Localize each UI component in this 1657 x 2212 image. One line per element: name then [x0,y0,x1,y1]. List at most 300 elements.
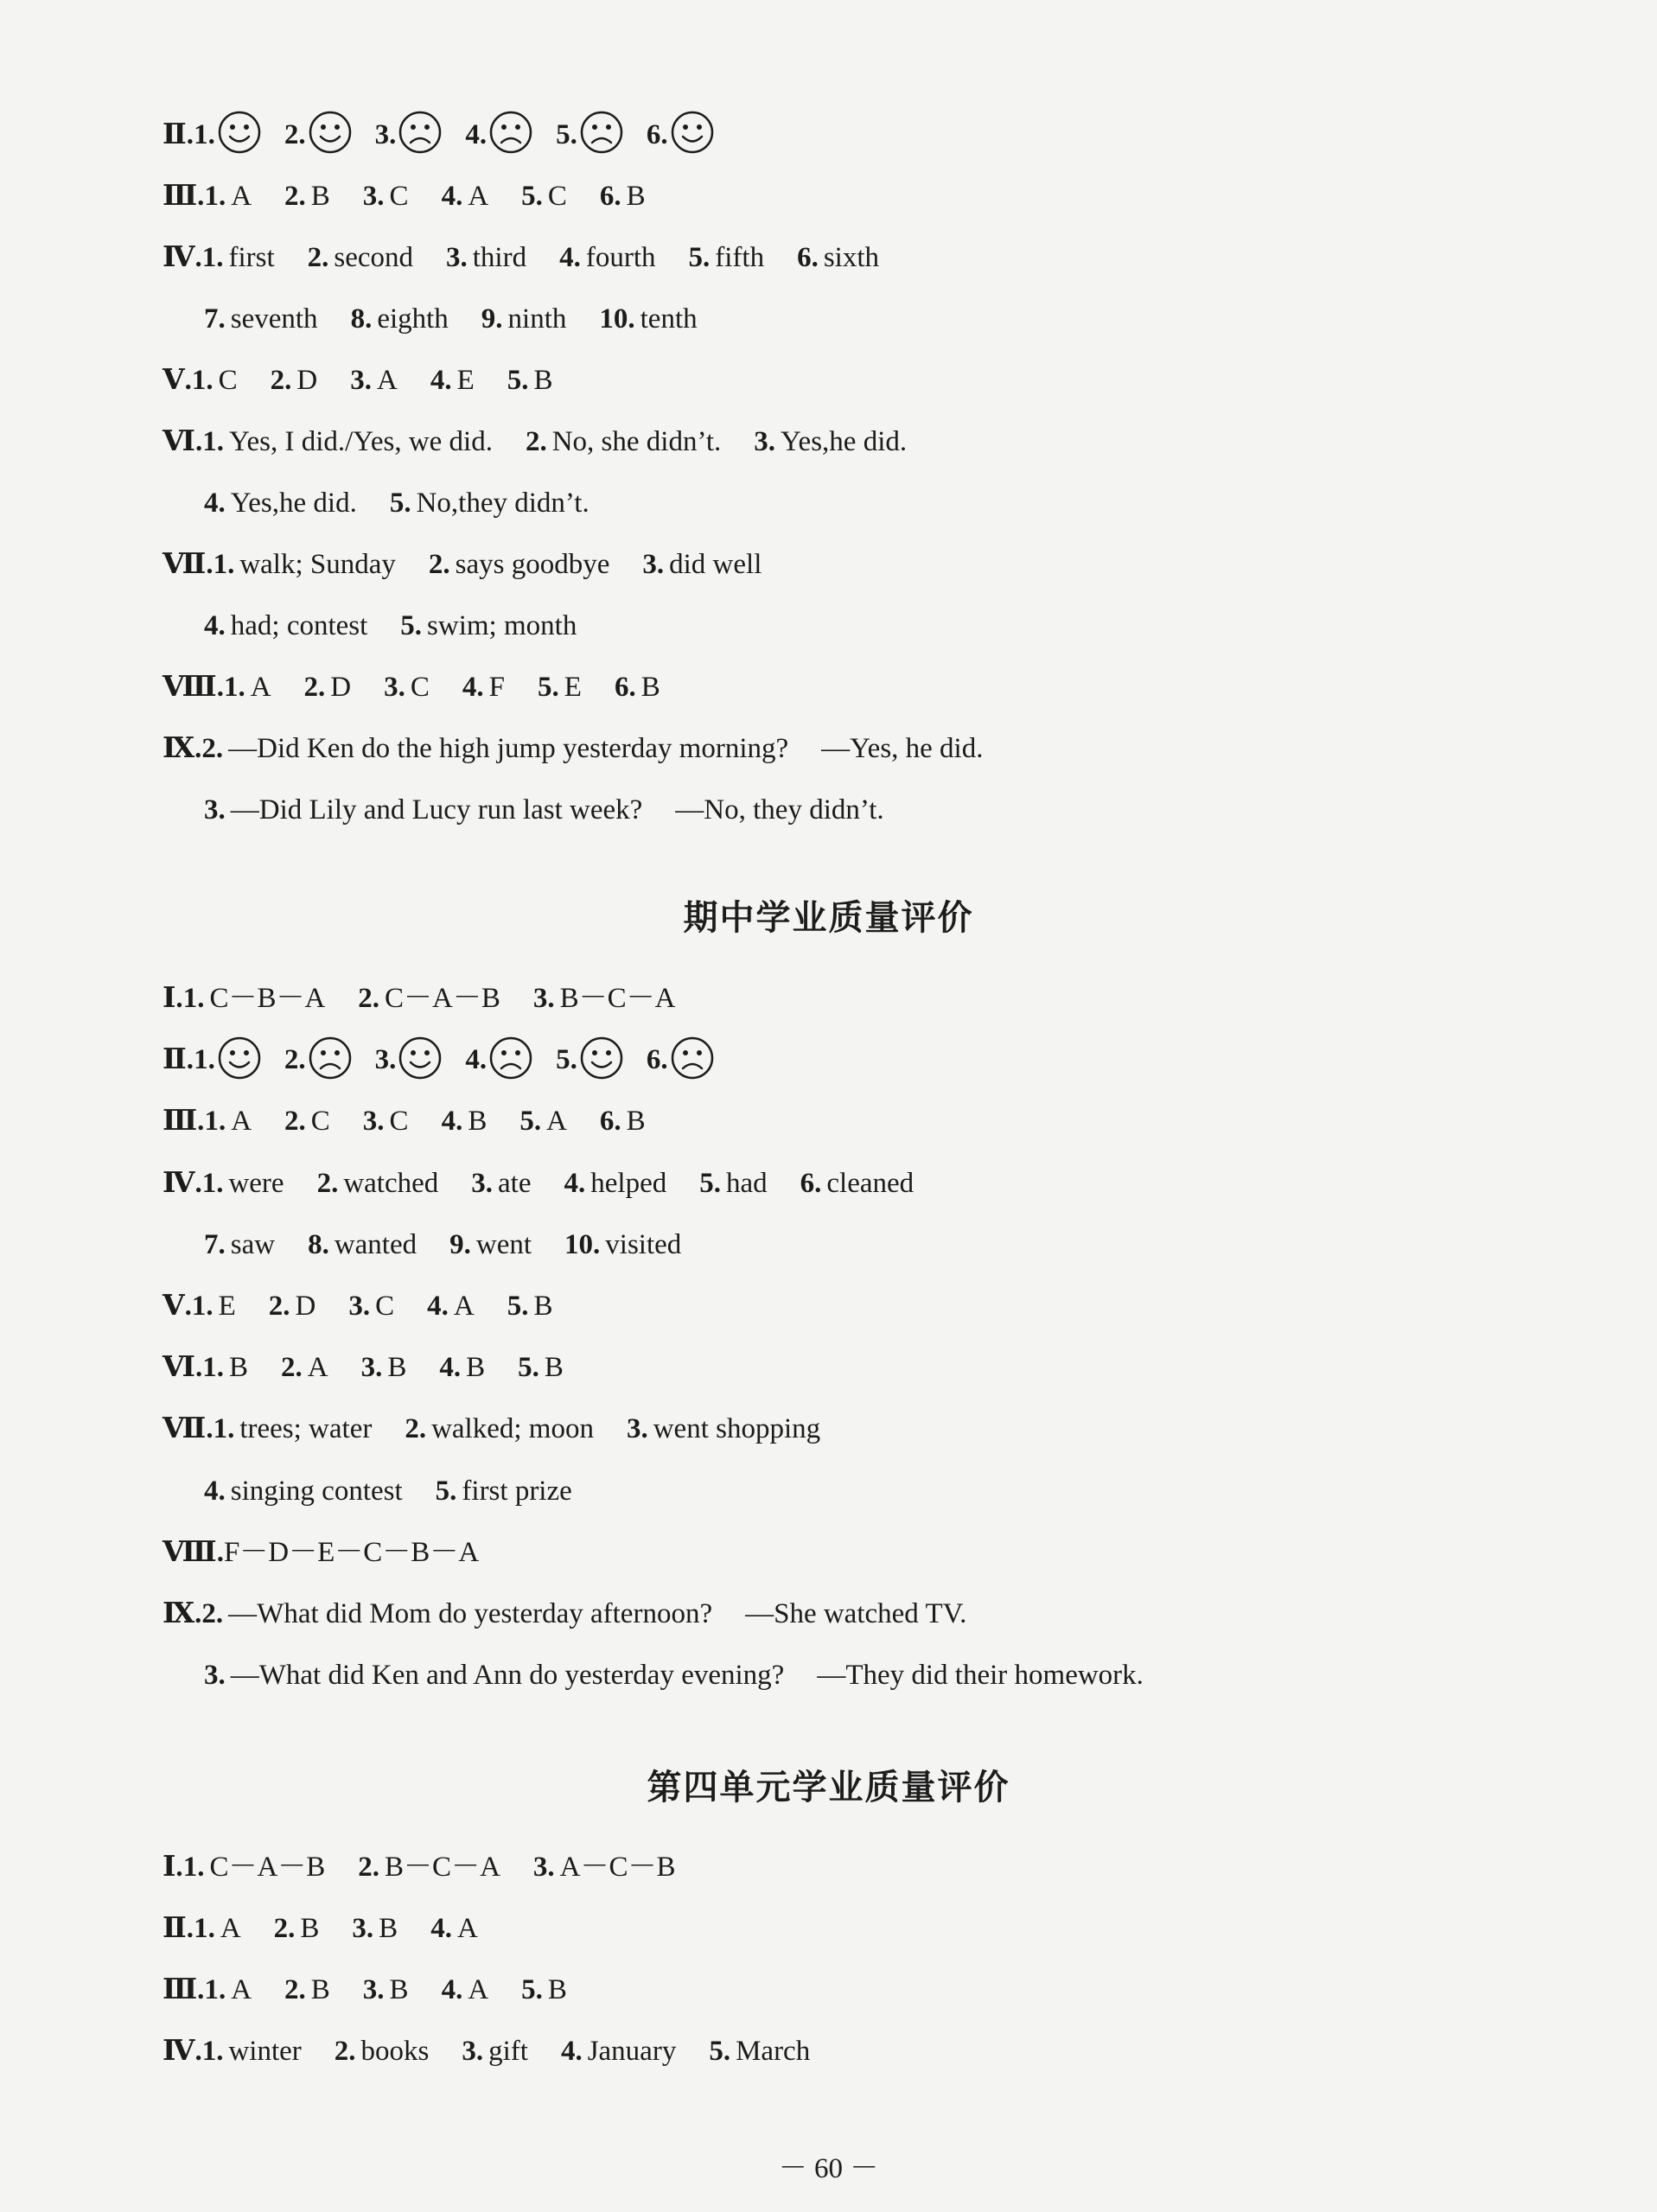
item-number: 8. [308,1228,329,1260]
answer-item [204,486,357,520]
answer-text: B [468,1106,488,1138]
answer-row [204,486,590,520]
item-number: 6. [599,181,621,212]
question-label: Ⅲ. [163,181,205,212]
answer-item [699,1166,767,1201]
item-number: 6. [614,672,636,703]
answer-row [163,2034,810,2069]
answer-item [390,486,590,520]
answer-item [427,1289,475,1323]
answer-text: helped [590,1167,667,1199]
question-label: Ⅰ. [163,983,183,1014]
item-number: 1. [204,1974,226,2005]
item-number: 3. [204,1660,226,1692]
answer-item [348,1289,394,1323]
answer-text: B [228,1352,248,1384]
answer-text: saw [230,1228,276,1260]
answer-text: B [387,1352,407,1384]
answer-item [317,1166,439,1201]
answer-text: B [310,181,330,212]
answer-text: B [466,1352,486,1384]
item-number: 8. [350,303,373,335]
answer-item [442,1973,489,2007]
answer-row [163,981,676,1016]
answer-text: walk; Sunday [239,549,396,580]
answer-text: E [564,672,582,703]
answer-item [754,424,907,459]
answer-item [271,363,318,398]
answer-item [363,1973,409,2007]
answer-text: D [295,1291,316,1322]
item-number: 4. [465,1044,488,1076]
item-number: 6. [797,242,819,273]
answer-item [436,1474,572,1508]
answer-text: January [587,2036,677,2067]
answer-text: B [626,1106,646,1138]
item-number: 3. [360,1352,383,1384]
item-number: 4. [462,672,484,703]
answer-text: ate [498,1167,532,1199]
question-label: Ⅷ. [163,672,224,703]
answer-row [163,424,907,459]
question-label: Ⅴ. [163,365,192,396]
answer-item [204,1474,403,1508]
answer-item [526,424,721,459]
answer-text: C [389,181,409,212]
answer-item [204,1227,275,1262]
item-number: 6. [800,1167,822,1199]
item-number: 1. [201,242,224,273]
item-number: 2. [307,242,329,273]
answer-row [163,1973,567,2007]
answer-item [429,547,609,582]
item-number: 1. [194,119,215,150]
item-number: 4. [560,2036,583,2067]
answer-text: E [456,365,475,396]
question-label: Ⅸ. [163,1598,202,1629]
item-number: 4. [465,119,488,150]
answer-text: A [231,181,252,212]
answer-item [689,240,765,275]
answer-text: —Did Ken do the high jump yesterday morning? [228,733,789,764]
item-number: 4. [441,1974,463,2005]
answer-text: seventh [230,303,318,335]
answer-item [213,547,396,582]
item-number: 3. [204,794,226,826]
answer-item [269,1289,316,1323]
answer-text: ninth [507,303,567,335]
item-number: 3. [384,672,405,703]
question-label: Ⅶ. [163,549,213,580]
answer-text: —What did Mom do yesterday afternoon? [228,1598,713,1629]
item-number: 1. [182,983,205,1014]
answer-item [204,793,642,827]
answer-text: —No, they didn’t. [675,794,884,826]
answer-item [430,1911,478,1946]
answer-text: B [533,365,553,396]
item-number: 3. [626,1413,648,1445]
answer-item [615,670,660,704]
item-number: 5. [507,1291,529,1322]
answer-item [446,240,526,275]
answer-text: first [228,242,275,273]
item-number: 2. [284,1974,306,2005]
item-number: 2. [201,1598,224,1629]
answer-text: first prize [462,1475,572,1507]
item-number: 2. [358,1852,380,1883]
answer-text: No,they didn’t. [416,488,590,519]
answer-item [213,1412,373,1446]
answer-item [352,1911,398,1946]
answer-row [163,240,879,275]
answer-text: had [725,1167,768,1199]
item-number: 5. [518,1352,539,1384]
item-number: 3. [642,549,665,580]
answer-text: had; contest [230,610,368,641]
answer-item [304,670,352,704]
answer-item [627,1412,820,1446]
sad-face-icon [488,110,533,155]
answer-item [335,2034,430,2069]
page-number: － 60 － [778,2153,879,2184]
item-number: 2. [284,119,306,150]
item-number: 2. [428,549,450,580]
face-answer [647,118,715,155]
answer-text: A [456,1913,478,1944]
item-number: 4. [204,1475,226,1507]
happy-face-icon [398,1036,443,1081]
answer-text: eighth [377,303,449,335]
answer-row [163,1166,914,1201]
item-number: 3. [471,1167,494,1199]
item-number: 2. [273,1913,296,1944]
question-label: Ⅱ. [163,1044,194,1076]
answer-row [163,1850,676,1884]
happy-face-icon [579,1036,624,1081]
answer-text: —What did Ken and Ann do yesterday evening? [230,1660,785,1692]
item-number: 10. [599,303,635,335]
answer-item [308,240,413,275]
answer-item [481,302,567,336]
question-label: Ⅷ. [163,1536,224,1568]
item-number: 3. [462,2036,484,2067]
answer-text: A－C－B [559,1852,676,1883]
answer-text: cleaned [826,1167,915,1199]
face-answer [465,1042,533,1080]
answer-item [350,363,398,398]
answer-text: second [334,242,414,273]
item-number: 2. [405,1413,427,1445]
answer-text: B [379,1913,398,1944]
item-number: 5. [521,181,543,212]
answer-text: visited [605,1228,682,1260]
answer-item [521,1973,567,2007]
section-title-unit-four: 第四单元学业质量评价 [647,1768,1010,1807]
answer-text: trees; water [239,1413,373,1445]
question-label: Ⅳ. [163,2036,202,2067]
answer-text: —They did their homework. [817,1660,1144,1692]
answer-text: B－C－A [559,983,676,1014]
answer-item [462,670,505,704]
answer-item [600,179,646,214]
face-answer [375,1042,443,1080]
item-number: 3. [348,1291,371,1322]
answer-text: March [736,2036,811,2067]
answer-row [163,1535,479,1570]
item-number: 4. [564,1167,586,1199]
answer-item [358,981,500,1016]
answer-item [507,1289,553,1323]
answer-item [363,1104,409,1138]
answer-text: D [296,365,318,396]
answer-item [281,1350,328,1385]
item-number: 9. [449,1228,471,1260]
item-number: 5. [556,1044,577,1076]
item-number: 1. [204,1106,226,1138]
answer-item [202,240,275,275]
answer-row [163,363,553,398]
sad-face-icon [670,1036,715,1081]
item-number: 5. [389,488,411,519]
answer-item [800,1166,915,1201]
item-number: 6. [646,1044,668,1076]
answer-item [400,609,577,643]
answer-item [204,179,252,214]
answer-text: Yes,he did. [230,488,357,519]
answer-row [204,793,884,827]
answer-text: winter [228,2036,302,2067]
item-number: 1. [201,1167,224,1199]
answer-text: Yes, I did./Yes, we did. [228,426,493,457]
item-number: 1. [223,672,245,703]
answer-item [201,731,788,766]
question-label: Ⅲ. [163,1106,205,1138]
answer-text: F [488,672,506,703]
answer-row [163,731,983,766]
item-number: 3. [532,983,555,1014]
question-label: Ⅱ. [163,1913,194,1944]
answer-item [709,2034,810,2069]
item-number: 5. [435,1475,457,1507]
answer-text: says goodbye [455,549,610,580]
item-number: 1. [202,426,224,457]
answer-item [642,547,762,582]
answer-item [204,1104,252,1138]
answer-item [363,179,409,214]
answer-item [442,1104,488,1138]
answer-item [204,609,367,643]
item-number: 1. [191,1291,213,1322]
answer-item [507,363,553,398]
answer-text: books [360,2036,430,2067]
item-number: 6. [646,119,668,150]
question-label: Ⅴ. [163,1291,192,1322]
item-number: 4. [441,181,463,212]
answer-item [202,1350,248,1385]
item-number: 3. [532,1852,555,1883]
answer-row [163,1412,820,1446]
answer-text: A [468,1974,489,2005]
answer-text: wanted [334,1228,417,1260]
answer-item [361,1350,407,1385]
answer-text: C [310,1106,330,1138]
item-number: 5. [709,2036,731,2067]
item-number: 3. [374,1044,397,1076]
answer-text: F－D－E－C－B－A [223,1536,480,1568]
answer-item [202,424,493,459]
item-number: 3. [362,181,385,212]
answer-item [224,1535,479,1570]
answer-text: D [330,672,352,703]
answer-item [521,179,567,214]
face-answer [647,1042,715,1080]
question-label: Ⅳ. [163,1167,202,1199]
item-number: 3. [362,1974,385,2005]
item-number: 4. [559,242,581,273]
answer-row [163,118,737,155]
item-number: 4. [427,1291,449,1322]
happy-face-icon [670,110,715,155]
item-number: 1. [201,2036,224,2067]
answer-item [202,2034,302,2069]
item-number: 1. [213,549,235,580]
answer-item [384,670,430,704]
answer-text: gift [488,2036,528,2067]
answer-item [284,1104,330,1138]
answer-item [405,1412,594,1446]
item-number: 7. [204,1228,226,1260]
item-number: 1. [202,1352,224,1384]
answer-row [204,609,577,643]
happy-face-icon [217,1036,262,1081]
answer-text: C [547,181,567,212]
answer-text: E [218,1291,236,1322]
answer-item [284,1973,330,2007]
answer-text: B [544,1352,564,1384]
happy-face-icon [217,110,262,155]
answer-row [163,1042,737,1080]
answer-row [204,1227,681,1262]
answer-text: A [220,1913,241,1944]
answer-row [163,1289,553,1323]
item-number: 5. [688,242,711,273]
sad-face-icon [488,1036,533,1081]
answer-text: fourth [585,242,656,273]
answer-item [564,1227,681,1262]
item-number: 5. [519,1106,542,1138]
item-number: 3. [754,426,776,457]
answer-item [600,1104,646,1138]
item-number: 4. [441,1106,463,1138]
answer-text: —She watched TV. [745,1598,967,1629]
answer-item [224,670,271,704]
answer-text: went [475,1228,532,1260]
answer-text: C－A－B [209,1852,326,1883]
item-number: 4. [204,610,226,641]
question-label: Ⅵ. [163,426,203,457]
answer-row [163,670,660,704]
answer-text: C－B－A [209,983,326,1014]
answer-item [538,670,582,704]
answer-item [204,1658,784,1692]
item-number: 4. [204,488,226,519]
item-number: 9. [481,303,503,335]
answer-item [183,1850,326,1884]
answer-item [442,179,489,214]
answer-item [204,1973,252,2007]
item-number: 4. [439,1352,462,1384]
answer-text: C－A－B [385,983,500,1014]
answer-text: tenth [640,303,698,335]
face-answer [556,118,624,155]
answer-row [163,1911,478,1946]
sad-face-icon [308,1036,353,1081]
answer-item [817,1658,1144,1692]
face-answer [284,1042,353,1080]
answer-text: B－C－A [385,1852,500,1883]
answer-item [194,1911,241,1946]
question-label: Ⅲ. [163,1974,205,2005]
answer-text: watched [343,1167,439,1199]
answer-item [518,1350,564,1385]
item-number: 4. [430,1913,452,1944]
item-number: 1. [204,181,226,212]
answer-item [274,1911,320,1946]
answer-item [201,1597,712,1631]
item-number: 6. [599,1106,621,1138]
answer-row [163,179,646,214]
face-answer [284,118,353,155]
answer-text: C [389,1106,409,1138]
answer-text: No, she didn’t. [551,426,722,457]
answer-text: A [250,672,271,703]
answer-text: B [533,1291,553,1322]
face-answer [194,118,262,155]
answer-text: B [300,1913,320,1944]
answer-item [675,793,883,827]
answer-row [204,302,698,336]
answer-text: —Did Lily and Lucy run last week? [230,794,643,826]
item-number: 3. [362,1106,385,1138]
answer-text: A [307,1352,328,1384]
item-number: 2. [358,983,380,1014]
answer-item [599,302,697,336]
answer-item [192,1289,236,1323]
answer-text: C [375,1291,395,1322]
answer-item [430,363,475,398]
answer-text: A [453,1291,475,1322]
answer-item [533,1850,676,1884]
answer-text: —Yes, he did. [821,733,984,764]
answer-text: B [389,1974,409,2005]
sad-face-icon [398,110,443,155]
happy-face-icon [308,110,353,155]
item-number: 2. [303,672,326,703]
answer-text: third [472,242,527,273]
face-answer [375,118,443,155]
answer-text: B [310,1974,330,2005]
answer-row [204,1474,572,1508]
answer-text: A [376,365,398,396]
item-number: 5. [521,1974,543,2005]
answer-item [821,731,983,766]
item-number: 2. [525,426,547,457]
answer-item [797,240,879,275]
item-number: 2. [316,1167,339,1199]
answer-text: B [640,672,660,703]
answer-text: sixth [823,242,880,273]
answer-text: C [218,365,238,396]
